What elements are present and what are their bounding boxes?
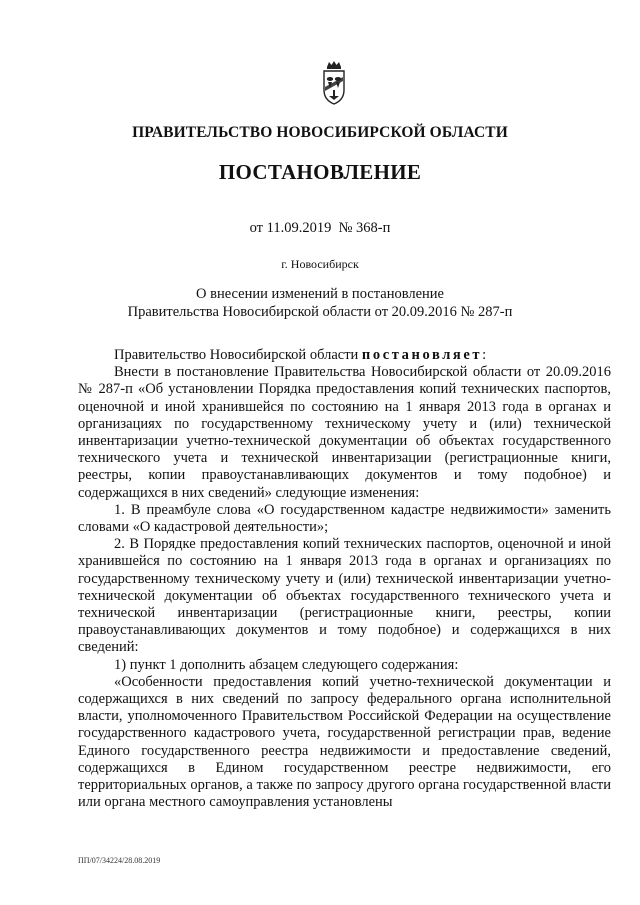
document-date-number: от 11.09.2019 № 368-п (249, 220, 391, 236)
body-paragraph: 2. В Порядке предоставления копий технических паспортов, оценочной и иной хранившейся по состоянию на 1 января 2013 года в органах и организациях по государственному техническому учету и (или) технической инвентаризации учетно-технической документации об объектах государственного технического учета и технической инвентаризации (регистрационные книги, реестры, копии правоустанавливающих документов и тому подобное) и содержащихся в них сведений: (78, 536, 611, 656)
document-city: г. Новосибирск (281, 257, 359, 271)
body-paragraph: 1) пункт 1 дополнить абзацем следующего содержания: (114, 656, 459, 673)
body-paragraph: 1. В преамбуле слова «О государственном кадастре недвижимости» заменить словами «О кадастровой деятельности»; (78, 501, 611, 536)
footer-document-code: ПП/07/34224/28.08.2019 (78, 856, 161, 865)
subject-line-2: Правительства Новосибирской области от 20.09.2016 № 287-п (127, 303, 513, 320)
document-type-title: ПОСТАНОВЛЕНИЕ (218, 160, 422, 184)
body-paragraph: Внести в постановление Правительства Новосибирской области от 20.09.2016 № 287-п «Об установлении Порядка предоставления копий технических паспортов, оценочной и иной хранившейся по состоянию на 1 января 2013 года в органах и организациях по государственному техническому учету и (или) технической инвентаризации учетно-технической документации об объектах государственного технического учета и технической инвентаризации (регистрационные книги, реестры, копии правоустанавливающих документов и тому подобное) и содержащихся в них сведений» следующие изменения: (78, 364, 611, 501)
government-name: ПРАВИТЕЛЬСТВО НОВОСИБИРСКОЙ ОБЛАСТИ (132, 124, 508, 141)
body-paragraph: «Особенности предоставления копий учетно-технической документации и содержащихся в них сведений по запросу федерального органа исполнительной власти, уполномоченного Правительством Российской Федерации на осуществление государственного кадастрового учета, государственной регистрации прав, ведение Единого государственного реестра недвижимости и предоставление сведений, содержащихся в Едином государственном реестре недвижимости, его территориальных органов, а также по запросу другого органа государственной власти или органа местного самоуправления установлены (78, 673, 611, 811)
intro-suffix: : (482, 347, 487, 363)
document-body (78, 347, 611, 811)
intro-keyword: постановляет (361, 347, 483, 363)
intro-prefix: Правительство Новосибирской области (114, 347, 362, 363)
coat-of-arms-icon (318, 60, 350, 106)
document-subject (0, 286, 640, 321)
subject-line-1: О внесении изменений в постановление (196, 286, 444, 302)
intro-paragraph (78, 347, 611, 364)
